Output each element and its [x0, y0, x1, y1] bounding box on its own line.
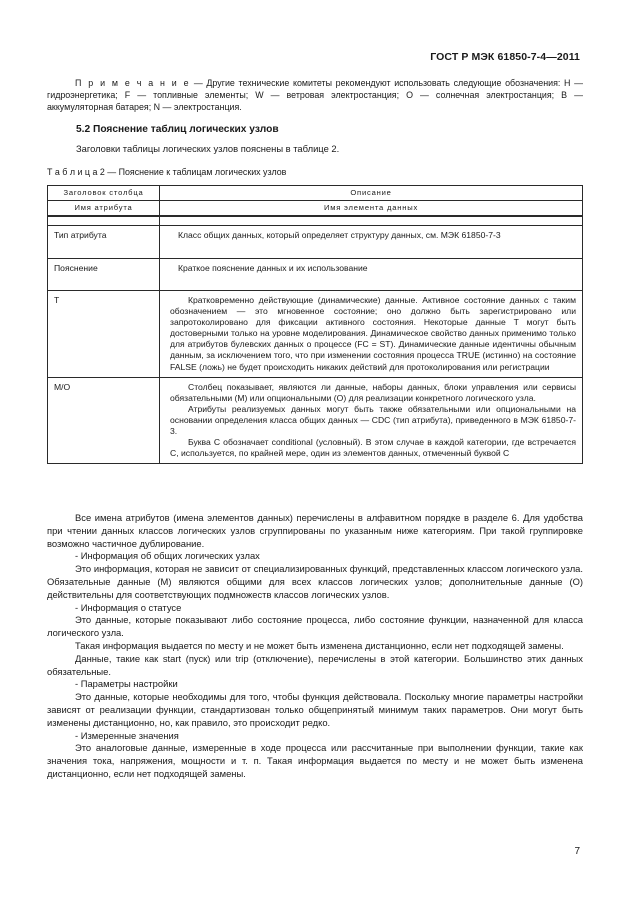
description-text: Краткое пояснение данных и их использование — [178, 263, 368, 273]
table-row — [48, 291, 583, 378]
standard-designation: ГОСТ Р МЭК 61850-7-4—2011 — [430, 51, 580, 63]
description-text: Класс общих данных, который определяет структуру данных, см. МЭК 61850-7-3 — [178, 230, 501, 240]
table-row — [48, 259, 583, 291]
section-title: 5.2 Пояснение таблиц логических узлов — [76, 124, 279, 135]
header-cell: Имя элемента данных — [160, 201, 583, 217]
table-row — [48, 377, 583, 464]
table-row — [48, 226, 583, 259]
description-text: Столбец показывает, являются ли данные, наборы данных, блоки управления или сервисы обязательными (M) или опциональными (O) для реализации конкретного логического узла. — [170, 381, 576, 403]
description-text: Буква C обозначает conditional (условный). В этом случае в каждой категории, где встречается C, используется, по крайней мере, один из элементов данных, отмеченный буквой C — [170, 437, 576, 459]
paragraph: Это информация, которая не зависит от специализированных функций, представленных классом логического узла. Обязательные данные (M) являются общими для всех классов логических узлов; дополнительные данные (O) действительны для соответствующих подмножеств классов логических узлов. — [47, 563, 583, 600]
description-text: Атрибуты реализуемых данных могут быть также обязательными или опциональными на основании определения класса общих данных — CDC (тип атрибута), приведенного в МЭК 61850-7-3. — [170, 403, 576, 437]
section-intro: Заголовки таблицы логических узлов пояснены в таблице 2. — [76, 143, 340, 154]
page-number: 7 — [574, 846, 580, 857]
paragraph: Это аналоговые данные, измеренные в ходе процесса или рассчитанные при выполнении функции, такие как значения тока, напряжения, мощности и т. п. Такая информация выдается по месту и не может быть изменена дистанционно, если нет подходящей замены. — [47, 742, 583, 779]
table-caption — [47, 167, 286, 177]
description-cell — [160, 377, 583, 464]
explanation-table — [47, 185, 583, 464]
category-heading: - Информация о статусе — [75, 601, 182, 613]
paragraph: Такая информация выдается по месту и не может быть изменена дистанционно, если нет подходящей замены. — [75, 639, 564, 651]
description-cell — [160, 259, 583, 291]
main-text — [47, 512, 583, 781]
note-block — [47, 78, 583, 113]
attribute-name-cell: T — [48, 291, 160, 378]
paragraph: Данные, такие как start (пуск) или trip (отключение), перечислены в этой категории. Большинство этих данных обязательные. — [47, 652, 583, 677]
attribute-name-cell: Тип атрибута — [48, 226, 160, 259]
note-label: П р и м е ч а н и е — [75, 78, 191, 88]
attribute-name-cell: M/O — [48, 377, 160, 464]
attribute-name-cell: Пояснение — [48, 259, 160, 291]
table-caption-label: Т а б л и ц а — [47, 167, 98, 177]
description-text: Кратковременно действующие (динамические) данные. Активное состояние данных с таким обозначением — это мгновенное состояние; оно должно быть зарегистрировано или запротоколировано для фиксации активного состояния. Некоторые данные T могут быть достоверными только на уровне моделирования. Динамическое свойство данных применимо только для атрибутов булевских данных о процессе (FC = ST). Динамические данные идентичны обычным данным, за исключением того, что при изменении состояния процесса TRUE (истинно) на состояние FALSE (ложь) не будет происходить никаких действий для протоколирования или регистрации — [170, 295, 576, 372]
table-header-row — [48, 201, 583, 217]
table-header-row — [48, 186, 583, 201]
description-cell — [160, 226, 583, 259]
header-cell: Описание — [160, 186, 583, 201]
table-caption-text: 2 — Пояснение к таблицам логических узлов — [97, 167, 287, 177]
paragraph: Это данные, которые необходимы для того, чтобы функция действовала. Поскольку многие параметры настройки зависят от реализации функции, стандартизован только общепринятый минимум таких параметров. Они могут быть изменены дистанционно, но, как правило, это происходит редко. — [47, 691, 583, 728]
category-heading: - Параметры настройки — [75, 678, 178, 690]
paragraph: Все имена атрибутов (имена элементов данных) перечислены в алфавитном порядке в разделе 6. Для удобства при чтении данных классов логических узлов сгруппированы по указанным ниже категориям. При такой группировке возможно частичное дублирование. — [47, 512, 583, 549]
category-heading: - Информация об общих логических узлах — [75, 550, 260, 562]
note-text: — Другие технические комитеты рекомендуют использовать следующие обозначения: H — гидроэнергетика; F — топливные элементы; W — ветровая электростанция; O — солнечная электростанция; B — аккумуляторная батарея; N — электростанция. — [47, 78, 583, 112]
table-spacer-row — [48, 216, 583, 226]
header-cell: Заголовок столбца — [48, 186, 160, 201]
header-cell: Имя атрибута — [48, 201, 160, 217]
paragraph: Это данные, которые показывают либо состояние процесса, либо состояние функции, назначенной для класса логического узла. — [47, 614, 583, 639]
description-cell — [160, 291, 583, 378]
category-heading: - Измеренные значения — [75, 729, 179, 741]
